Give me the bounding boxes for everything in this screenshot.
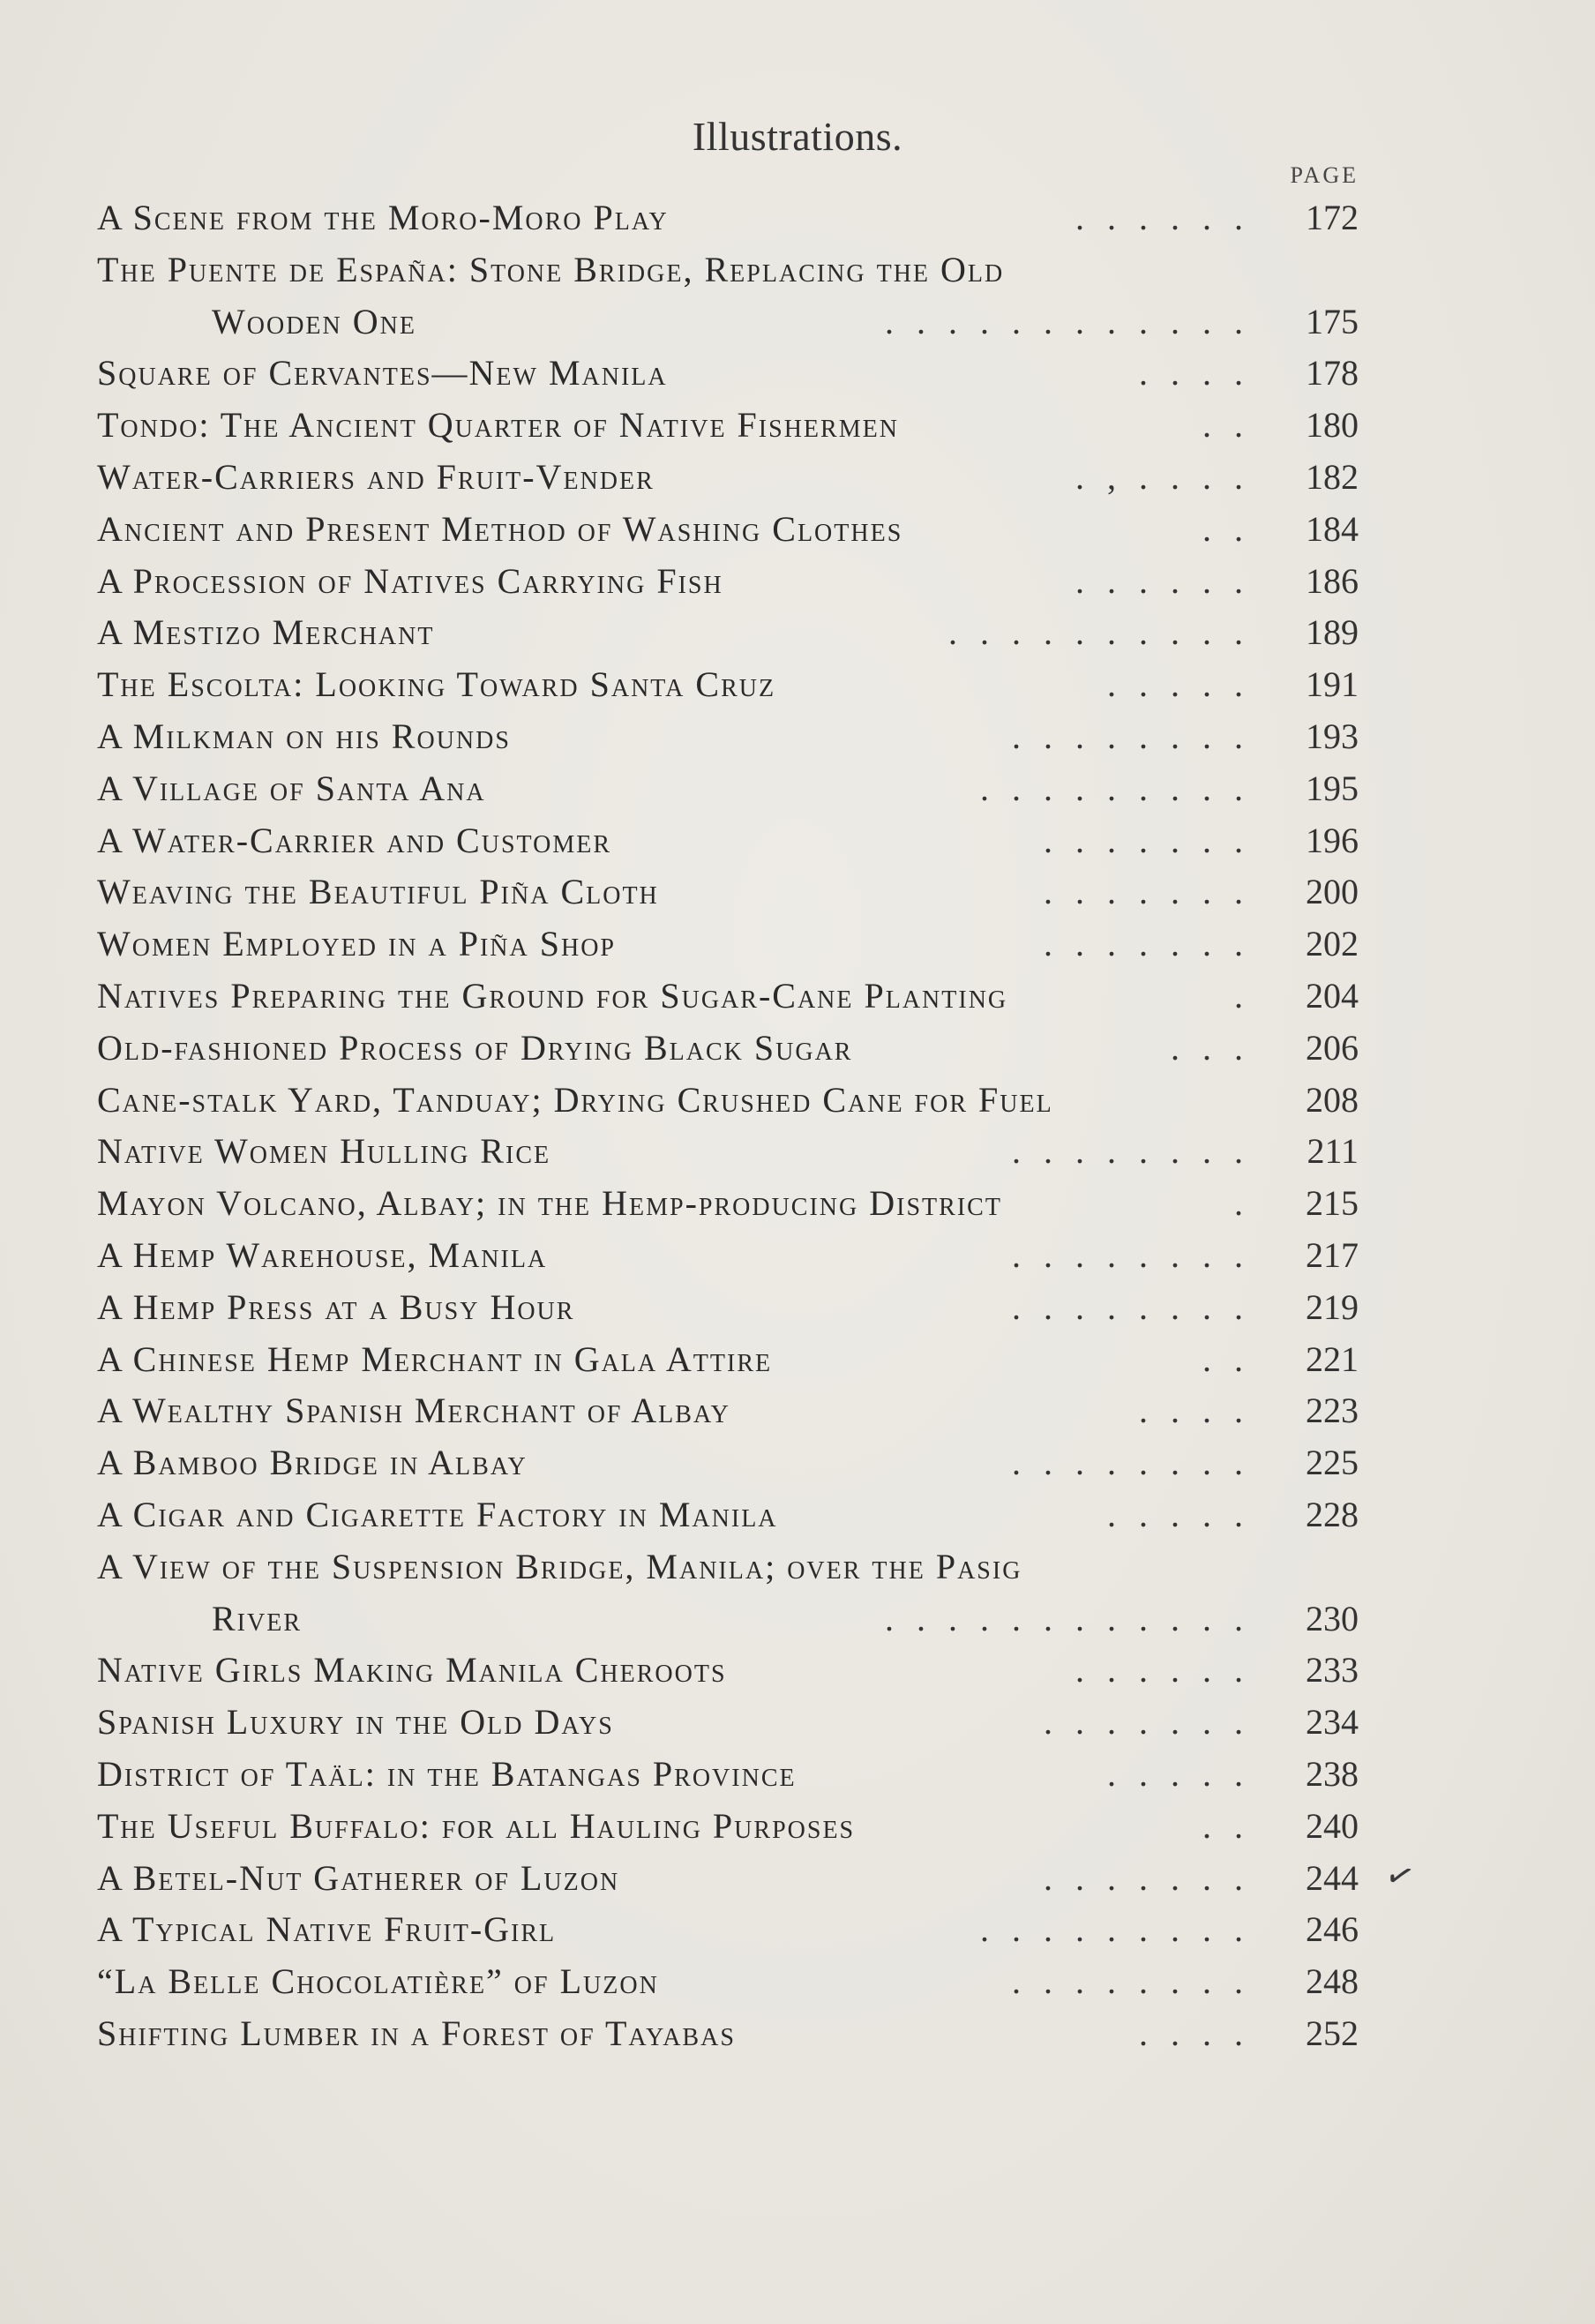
page-number: 223 — [1306, 1391, 1359, 1431]
page-number: 193 — [1306, 716, 1359, 756]
dot-leaders: ........ — [1012, 1961, 1266, 2002]
page-number: 182 — [1306, 456, 1359, 497]
dot-leaders: ...... — [1075, 560, 1266, 601]
dot-leaders: .... — [1139, 2013, 1266, 2053]
list-item — [97, 815, 1359, 867]
page-number: 196 — [1306, 820, 1359, 860]
dot-leaders: .. — [1202, 1805, 1266, 1846]
dot-leaders: .... — [1139, 353, 1266, 394]
list-item — [97, 452, 1359, 504]
dot-leaders: ........ — [1012, 1443, 1266, 1483]
illustrations-list — [97, 192, 1359, 2060]
entry-title: Water-Carriers and Fruit-Vender — [97, 456, 655, 497]
list-item — [97, 1801, 1359, 1853]
list-item — [97, 1282, 1359, 1334]
entry-title: Cane-stalk Yard, Tanduay; Drying Crushed Cane for Fuel — [97, 1079, 1053, 1120]
page-number: 248 — [1306, 1961, 1359, 2002]
dot-leaders: ...... — [1075, 198, 1266, 237]
entry-title: Weaving the Beautiful Piña Cloth — [97, 872, 659, 912]
list-item — [97, 1956, 1359, 2008]
list-item — [97, 1230, 1359, 1282]
page-number: 184 — [1306, 508, 1359, 549]
page-number: 191 — [1306, 664, 1359, 705]
dot-leaders: ..... — [1107, 1494, 1266, 1534]
entry-title: Women Employed in a Piña Shop — [97, 924, 617, 964]
page-number: 234 — [1306, 1702, 1359, 1743]
dot-leaders: ... — [1171, 1027, 1266, 1068]
dot-leaders: ......... — [980, 768, 1266, 808]
list-item — [97, 1541, 1359, 1593]
entry-title: Tondo: The Ancient Quarter of Native Fishermen — [97, 405, 899, 446]
entry-title: Wooden One — [212, 301, 416, 341]
dot-leaders: ........ — [1012, 716, 1266, 756]
entry-title: A Scene from the Moro-Moro Play — [97, 198, 669, 237]
dot-leaders: ...... — [1075, 1650, 1266, 1691]
dot-leaders: ....... — [1044, 1857, 1266, 1898]
list-item — [97, 1075, 1359, 1127]
page-number: 230 — [1306, 1598, 1359, 1638]
list-item — [97, 1593, 1359, 1646]
page-number: 208 — [1306, 1079, 1359, 1120]
page-number: 217 — [1306, 1234, 1359, 1275]
entry-title: Square of Cervantes—New Manila — [97, 353, 668, 394]
entry-title: The Puente de España: Stone Bridge, Replacing the Old — [97, 249, 1005, 289]
list-item — [97, 1645, 1359, 1697]
page-number: 180 — [1306, 405, 1359, 446]
list-item — [97, 1904, 1359, 1956]
entry-title: The Useful Buffalo: for all Hauling Purposes — [97, 1805, 856, 1846]
list-item — [97, 1489, 1359, 1541]
entry-title: Shifting Lumber in a Forest of Tayabas — [97, 2013, 736, 2053]
page-number: 172 — [1306, 198, 1359, 237]
entry-title: A Typical Native Fruit-Girl — [97, 1909, 557, 1950]
list-item — [97, 348, 1359, 400]
page-number: 206 — [1306, 1027, 1359, 1068]
entry-title: District of Taäl: in the Batangas Province — [97, 1753, 797, 1794]
page-number: 221 — [1306, 1338, 1359, 1379]
entry-title: Old-fashioned Process of Drying Black Sugar — [97, 1027, 853, 1068]
entry-title: A Milkman on his Rounds — [97, 716, 511, 756]
list-item — [97, 659, 1359, 711]
entry-title: Spanish Luxury in the Old Days — [97, 1702, 614, 1743]
entry-title: A Hemp Warehouse, Manila — [97, 1234, 548, 1275]
entry-title: A Chinese Hemp Merchant in Gala Attire — [97, 1338, 773, 1379]
entry-title: Mayon Volcano, Albay; in the Hemp-producing District — [97, 1183, 1002, 1224]
entry-title: A Wealthy Spanish Merchant of Albay — [97, 1391, 730, 1431]
dot-leaders: .. — [1202, 405, 1266, 446]
page-number: 178 — [1306, 353, 1359, 394]
list-item — [97, 1334, 1359, 1386]
entry-title: The Escolta: Looking Toward Santa Cruz — [97, 664, 776, 705]
entry-title: A Mestizo Merchant — [97, 612, 435, 653]
list-item — [97, 244, 1359, 296]
dot-leaders: ........ — [1012, 1286, 1266, 1327]
list-item — [97, 866, 1359, 918]
page-number: 204 — [1306, 975, 1359, 1016]
page-number: 189 — [1306, 612, 1359, 653]
list-item — [97, 1385, 1359, 1437]
entry-title: A View of the Suspension Bridge, Manila; over the Pasig — [97, 1546, 1022, 1586]
dot-leaders: ..... — [1107, 1753, 1266, 1794]
list-item — [97, 918, 1359, 971]
entry-title: River — [212, 1598, 303, 1638]
entry-title: A Water-Carrier and Customer — [97, 820, 612, 860]
list-item — [97, 296, 1359, 349]
page-number: 238 — [1306, 1753, 1359, 1794]
entry-title: Native Women Hulling Rice — [97, 1131, 551, 1172]
dot-leaders: ........ — [1012, 1131, 1266, 1172]
entry-title: “La Belle Chocolatière” of Luzon — [97, 1961, 659, 2002]
dot-leaders: ....... — [1044, 872, 1266, 912]
list-item — [97, 607, 1359, 659]
dot-leaders: .. — [1202, 508, 1266, 549]
page-number: 215 — [1306, 1183, 1359, 1224]
entry-title: A Bamboo Bridge in Albay — [97, 1443, 528, 1483]
dot-leaders: ..... — [1107, 664, 1266, 705]
dot-leaders: .... — [1139, 1391, 1266, 1431]
page-number: 228 — [1306, 1494, 1359, 1534]
list-item — [97, 1178, 1359, 1230]
entry-title: A Hemp Press at a Busy Hour — [97, 1286, 575, 1327]
dot-leaders: ........ — [1012, 1234, 1266, 1275]
list-item — [97, 192, 1359, 244]
entry-title: Native Girls Making Manila Cheroots — [97, 1650, 727, 1691]
page-number: 186 — [1306, 560, 1359, 601]
dot-leaders: ....... — [1044, 1702, 1266, 1743]
dot-leaders: ....... — [1044, 924, 1266, 964]
list-item — [97, 971, 1359, 1023]
dot-leaders: .,.... — [1075, 456, 1266, 497]
page-number: 246 — [1306, 1909, 1359, 1950]
dot-leaders: . — [1234, 975, 1266, 1016]
list-item — [97, 504, 1359, 556]
page-title: Illustrations. — [692, 114, 903, 159]
list-item — [97, 763, 1359, 815]
list-item — [97, 1437, 1359, 1489]
entry-title: A Cigar and Cigarette Factory in Manila — [97, 1494, 778, 1534]
page-number: 225 — [1306, 1443, 1359, 1483]
entry-title: A Procession of Natives Carrying Fish — [97, 560, 723, 601]
page-number: 244 — [1306, 1857, 1359, 1898]
list-item — [97, 1853, 1359, 1905]
dot-leaders: .......... — [948, 612, 1266, 653]
page-number: 175 — [1306, 301, 1359, 341]
dot-leaders: . — [1234, 1183, 1266, 1224]
page-number: 233 — [1306, 1650, 1359, 1691]
page-number: 211 — [1307, 1131, 1359, 1172]
list-item — [97, 556, 1359, 608]
list-item — [97, 1126, 1359, 1178]
page-column-label: PAGE — [1290, 162, 1359, 188]
page-number: 240 — [1306, 1805, 1359, 1846]
page-number: 219 — [1306, 1286, 1359, 1327]
dot-leaders: ............ — [885, 1598, 1266, 1638]
page-number: 195 — [1306, 768, 1359, 808]
dot-leaders: ......... — [980, 1909, 1266, 1950]
entry-title: A Betel-Nut Gatherer of Luzon — [97, 1857, 620, 1898]
list-item — [97, 711, 1359, 763]
page-number: 252 — [1306, 2013, 1359, 2053]
dot-leaders: ....... — [1044, 820, 1266, 860]
entry-title: Ancient and Present Method of Washing Clothes — [97, 508, 903, 549]
pencil-check-mark: ✓ — [1381, 1855, 1419, 1899]
entry-title: Natives Preparing the Ground for Sugar-Cane Planting — [97, 975, 1008, 1016]
dot-leaders: ............ — [885, 301, 1266, 341]
entry-title: A Village of Santa Ana — [97, 768, 486, 808]
page-number: 200 — [1306, 872, 1359, 912]
dot-leaders: .. — [1202, 1338, 1266, 1379]
page-number: 202 — [1306, 924, 1359, 964]
list-item — [97, 400, 1359, 452]
list-item — [97, 1749, 1359, 1801]
list-item — [97, 1023, 1359, 1075]
list-item — [97, 1697, 1359, 1749]
list-item — [97, 2008, 1359, 2060]
